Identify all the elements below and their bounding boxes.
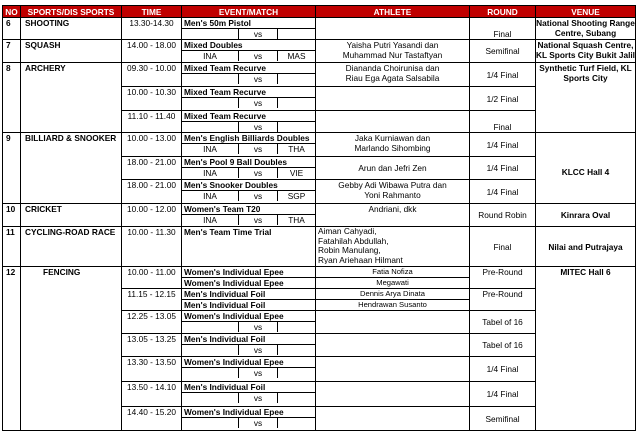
row-event: Mixed Team Recurve vs (182, 63, 316, 87)
row-round: 1/2 Final (470, 87, 536, 111)
row-round: Pre-Round (470, 267, 536, 289)
row-round: Semifinal (470, 40, 536, 63)
row-event: Men's Team Time Trial (182, 227, 316, 267)
row-round: 1/4 Final (470, 382, 536, 407)
row-time: 18.00 - 21.00 (122, 157, 182, 180)
row-event (182, 18, 316, 40)
row-round: 1/4 Final (470, 357, 536, 382)
row-venue: MITEC Hall 6 (536, 267, 636, 431)
row-time: 18.00 - 21.00 (122, 180, 182, 204)
row-athlete (316, 357, 470, 382)
row-athlete: Andriani, dkk (316, 204, 470, 227)
row-sport: CRICKET (21, 204, 122, 227)
header-no: NO (3, 6, 21, 18)
row-venue: Kinrara Oval (536, 204, 636, 227)
table-row (3, 18, 636, 40)
row-time: 11.10 - 11.40 (122, 111, 182, 133)
row-venue: National Shooting Range Centre, Subang (536, 18, 635, 38)
row-time: 13.30-14.30 (122, 18, 182, 40)
row-athlete: Jaka Kurniawan dan Marlando Sihombing (316, 133, 470, 157)
row-athlete: Gebby Adi Wibawa Putra dan Yoni Rahmanto (316, 180, 470, 204)
row-event: Mixed Team Recurve vs (182, 111, 316, 133)
row-no: 8 (3, 63, 21, 133)
table-row (3, 133, 636, 157)
row-athlete: Aiman Cahyadi, Fatahilah Abdullah, Robin Manulang, Ryan Ariehaan Hilmant (316, 227, 470, 267)
row-time: 11.15 - 12.15 (122, 289, 182, 311)
header-round: ROUND (470, 6, 536, 18)
table-row (3, 63, 636, 87)
header-athlete: ATHLETE (316, 6, 470, 18)
row-sport: SHOOTING (21, 18, 122, 40)
row-no: 10 (3, 204, 21, 227)
row-athlete (316, 382, 470, 407)
row-time: 10.00 - 10.30 (122, 87, 182, 111)
row-time: 13.05 - 13.25 (122, 334, 182, 357)
row-event: Men's Snooker Doubles INA vs SGP (182, 180, 316, 204)
row-round: 1/4 Final (470, 63, 536, 87)
row-time: 14.00 - 18.00 (122, 40, 182, 63)
row-round: 1/4 Final (470, 133, 536, 157)
header-time: TIME (122, 6, 182, 18)
row-athlete: Diananda Choirunisa dan Riau Ega Agata Salsabila (316, 63, 470, 87)
row-sport: CYCLING-ROAD RACE (21, 227, 122, 267)
row-athlete (316, 111, 470, 133)
row-round: Round Robin (470, 204, 536, 227)
row-time: 13.50 - 14.10 (122, 382, 182, 407)
header-venue: VENUE (536, 6, 636, 18)
row-athlete: Yaisha Putri Yasandi dan Muhammad Nur Tastaftyan (316, 40, 470, 63)
row-no: 9 (3, 133, 21, 204)
row-venue: Synthetic Turf Field, KL Sports City (536, 63, 636, 133)
row-athlete (316, 311, 470, 334)
schedule-table (2, 5, 636, 431)
vs-row: vs (182, 29, 315, 39)
row-venue: Nilai and Putrajaya (536, 227, 636, 267)
row-round: Tabel of 16 (470, 334, 536, 357)
row-venue: National Squash Centre, KL Sports City Bukit Jalil (536, 40, 636, 63)
table-row (3, 227, 636, 267)
row-round: 1/4 Final (470, 180, 536, 204)
row-time: 10.00 - 11.00 (122, 267, 182, 289)
row-time: 10.00 - 12.00 (122, 204, 182, 227)
row-event: Women's Individual Epee vs (182, 311, 316, 334)
row-round: Final (470, 18, 536, 40)
row-time: 09.30 - 10.00 (122, 63, 182, 87)
header-sport: SPORTS/DIS SPORTS (21, 6, 122, 18)
row-time: 13.30 - 13.50 (122, 357, 182, 382)
row-athlete: Arun dan Jefri Zen (316, 157, 470, 180)
row-round: Pre-Round (470, 289, 536, 311)
table-row (3, 40, 636, 63)
row-event: Women's Individual Epee Women's Individual Epee (182, 267, 316, 289)
row-athlete (316, 334, 470, 357)
row-time: 10.00 - 13.00 (122, 133, 182, 157)
table-row (3, 267, 636, 289)
row-athlete: Fatia Nofiza Megawati (316, 267, 470, 289)
row-event: Women's Individual Epee vs (182, 357, 316, 382)
row-no: 11 (3, 227, 21, 267)
row-event: Women's Team T20 INA vs THA (182, 204, 316, 227)
row-round: Final (470, 227, 536, 267)
row-athlete (316, 18, 470, 40)
row-no: 7 (3, 40, 21, 63)
row-event: Men's English Billiards Doubles INA vs THA (182, 133, 316, 157)
row-event: Men's Pool 9 Ball Doubles INA vs VIE (182, 157, 316, 180)
row-sport: SQUASH (21, 40, 122, 63)
row-venue: KLCC Hall 4 (536, 133, 636, 204)
row-round: Final (470, 111, 536, 133)
header-row (3, 6, 636, 18)
row-round: Tabel of 16 (470, 311, 536, 334)
row-time: 14.40 - 15.20 (122, 407, 182, 431)
row-sport: BILLIARD & SNOOKER (21, 133, 122, 204)
row-athlete: Dennis Arya Dinata Hendrawan Susanto (316, 289, 470, 311)
vs-row: INA vs MAS (182, 51, 315, 61)
row-sport: ARCHERY (21, 63, 122, 133)
row-event: Men's Individual Foil vs (182, 382, 316, 407)
row-time: 10.00 - 11.30 (122, 227, 182, 267)
row-sport: FENCING (21, 267, 122, 431)
event-title: Mixed Doubles (182, 40, 315, 51)
row-no: 12 (3, 267, 21, 431)
row-no: 6 (3, 18, 21, 40)
row-event: Men's Individual Foil Men's Individual Foil (182, 289, 316, 311)
row-event: Women's Individual Epee vs (182, 407, 316, 431)
row-time: 12.25 - 13.05 (122, 311, 182, 334)
row-event: Mixed Team Recurve vs (182, 87, 316, 111)
row-athlete (316, 87, 470, 111)
table-row (3, 204, 636, 227)
header-event: EVENT/MATCH (182, 6, 316, 18)
row-round: 1/4 Final (470, 157, 536, 180)
event-title: Men's 50m Pistol (182, 18, 315, 29)
row-athlete (316, 407, 470, 431)
row-event (182, 40, 316, 63)
row-event: Men's Individual Foil vs (182, 334, 316, 357)
row-round: Semifinal (470, 407, 536, 431)
